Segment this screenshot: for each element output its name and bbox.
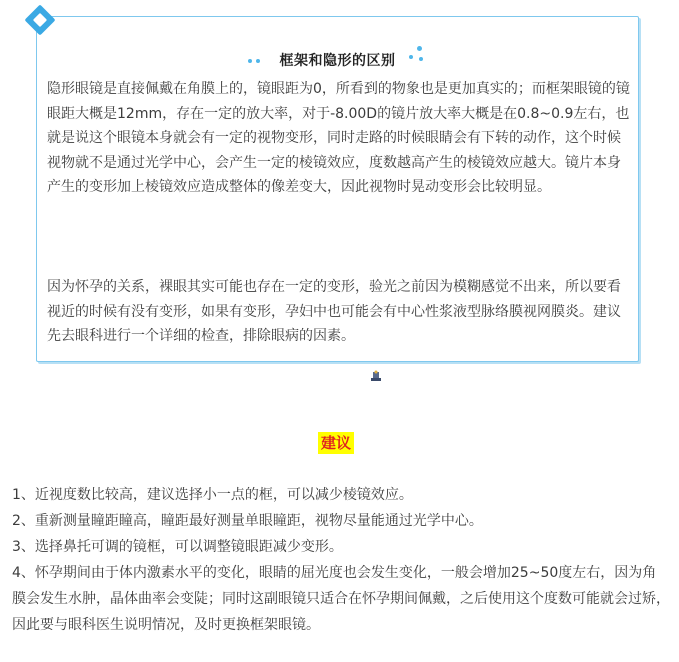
dots-icon	[246, 55, 268, 65]
list-item: 3、选择鼻托可调的镜框，可以调整镜眼距减少变形。	[12, 539, 343, 555]
list-item: 2、重新测量瞳距瞳高，瞳距最好测量单眼瞳距，视物尽量能通过光学中心。	[12, 513, 483, 529]
card-title-row	[37, 49, 638, 71]
card-title: 框架和隐形的区别	[279, 53, 396, 69]
card-paragraph-2: 因为怀孕的关系，裸眼其实可能也存在一定的变形，验光之前因为模糊感觉不出来，所以要看视近的时候有没有变形，如果有变形，孕妇中也可能会有中心性浆液型脉络膜视网膜炎。建议先去眼科进行一个详细的检查，排除眼病的因素。	[47, 279, 621, 344]
advice-list	[12, 482, 670, 638]
dots-icon	[407, 46, 429, 64]
advice-title: 建议	[318, 432, 354, 454]
info-card	[36, 16, 639, 362]
list-item: 4、怀孕期间由于体内激素水平的变化，眼睛的屈光度也会发生变化，一般会增加25~50度左右，因为角膜会发生水肿，晶体曲率会变陡；同时这副眼镜只适合在怀孕期间佩戴，之后使用这个度数可能就会过矫，因此要与眼科医生说明情况，及时更换框架眼镜。	[12, 565, 670, 633]
list-item: 1、近视度数比较高，建议选择小一点的框，可以减少棱镜效应。	[12, 487, 413, 503]
card-paragraph-1: 隐形眼镜是直接佩戴在角膜上的，镜眼距为0，所看到的物象也是更加真实的；而框架眼镜的镜眼距大概是12mm，存在一定的放大率，对于-8.00D的镜片放大率大概是在0.8~0.9左右，也就是说这个眼镜本身就会有一定的视物变形，同时走路的时候眼睛会有下转的动作，这个时候视物就不是通过光学中心，会产生一定的棱镜效应，度数越高产生的棱镜效应越大。镜片本身产生的变形加上棱镜效应造成整体的像差变大，因此视物时晃动变形会比较明显。	[47, 81, 630, 195]
diamond-icon	[24, 4, 55, 35]
ornament-icon	[370, 370, 382, 382]
